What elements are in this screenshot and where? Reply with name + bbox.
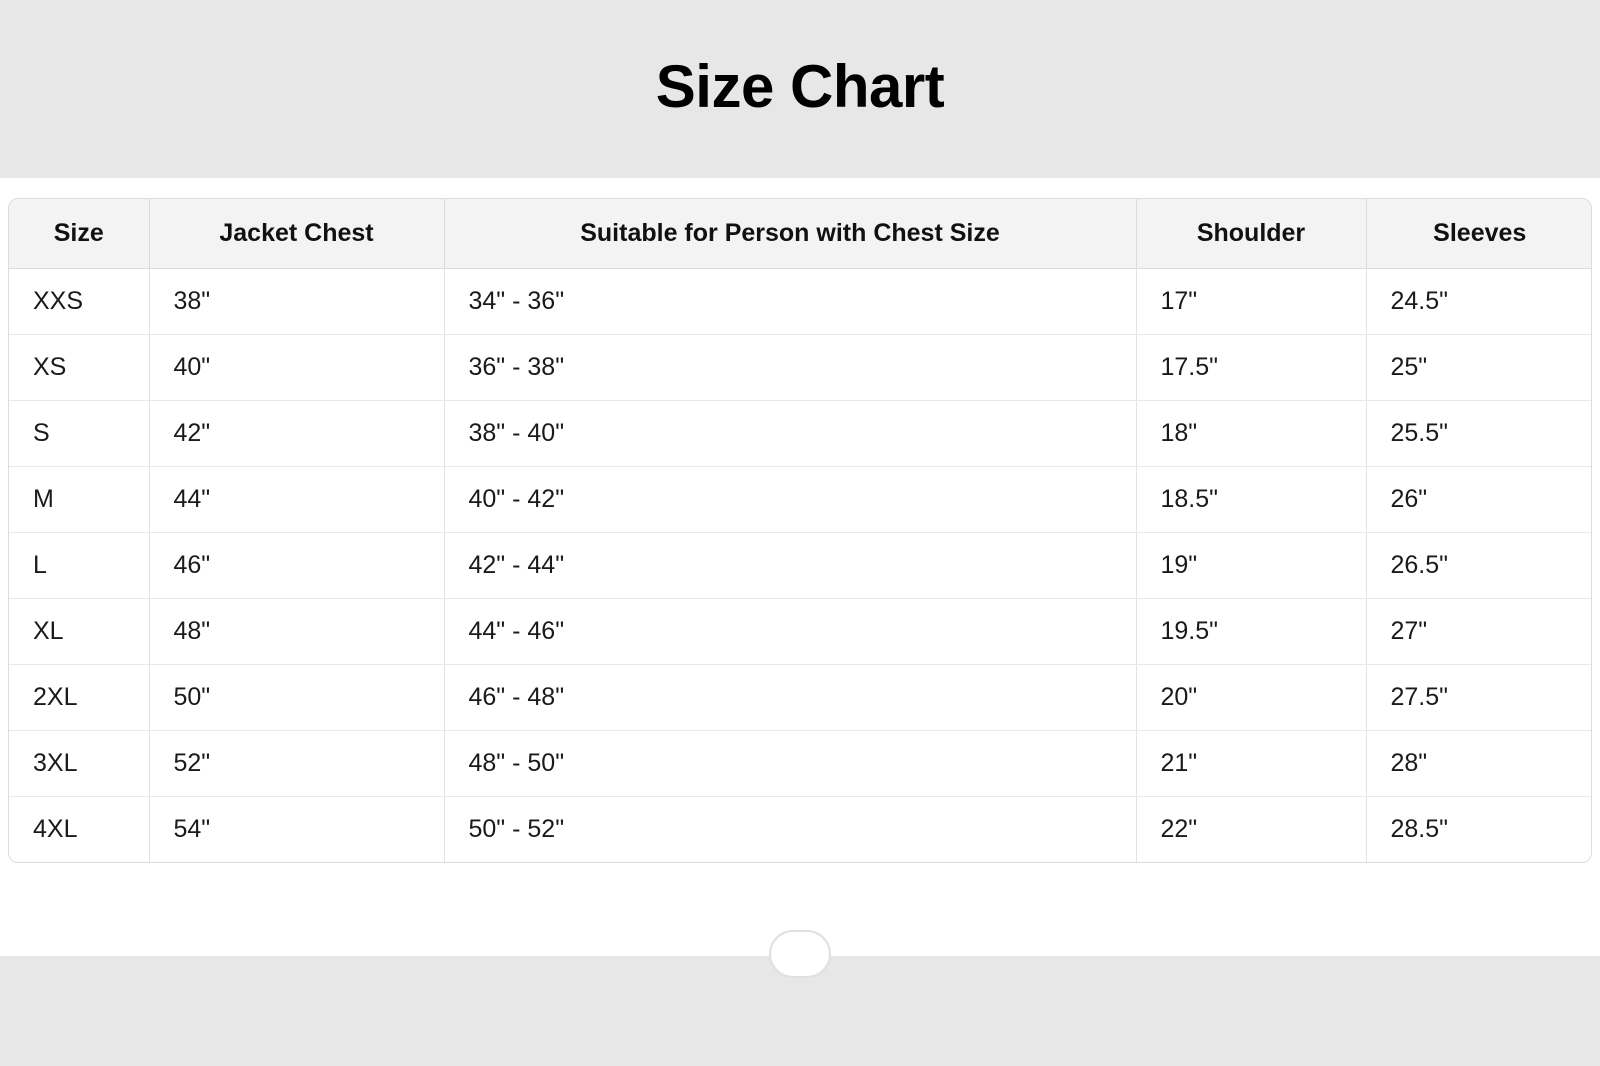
cell-sleeves: 24.5" bbox=[1366, 269, 1592, 335]
cell-size: S bbox=[9, 401, 149, 467]
cell-size: XL bbox=[9, 599, 149, 665]
header-band bbox=[0, 0, 1600, 178]
cell-sleeves: 27.5" bbox=[1366, 665, 1592, 731]
cell-jacket-chest: 52" bbox=[149, 731, 444, 797]
column-header-size: Size bbox=[9, 199, 149, 269]
cell-suitable-chest-size: 40" - 42" bbox=[444, 467, 1136, 533]
cell-jacket-chest: 44" bbox=[149, 467, 444, 533]
table-row bbox=[9, 401, 1592, 467]
cell-jacket-chest: 54" bbox=[149, 797, 444, 863]
cell-suitable-chest-size: 38" - 40" bbox=[444, 401, 1136, 467]
cell-suitable-chest-size: 34" - 36" bbox=[444, 269, 1136, 335]
cell-suitable-chest-size: 46" - 48" bbox=[444, 665, 1136, 731]
cell-shoulder: 18" bbox=[1136, 401, 1366, 467]
cell-jacket-chest: 38" bbox=[149, 269, 444, 335]
size-chart-table bbox=[9, 199, 1592, 862]
cell-size: 2XL bbox=[9, 665, 149, 731]
content-card bbox=[0, 178, 1600, 956]
table-row bbox=[9, 533, 1592, 599]
cell-jacket-chest: 46" bbox=[149, 533, 444, 599]
cell-size: M bbox=[9, 467, 149, 533]
column-header-shoulder: Shoulder bbox=[1136, 199, 1366, 269]
cell-suitable-chest-size: 42" - 44" bbox=[444, 533, 1136, 599]
cell-shoulder: 17.5" bbox=[1136, 335, 1366, 401]
cell-size: 3XL bbox=[9, 731, 149, 797]
cell-jacket-chest: 48" bbox=[149, 599, 444, 665]
table-row bbox=[9, 731, 1592, 797]
scroll-handle[interactable] bbox=[769, 930, 831, 978]
table-row bbox=[9, 269, 1592, 335]
cell-jacket-chest: 42" bbox=[149, 401, 444, 467]
table-row bbox=[9, 599, 1592, 665]
table-header bbox=[9, 199, 1592, 269]
column-header-jacket-chest: Jacket Chest bbox=[149, 199, 444, 269]
page-title: Size Chart bbox=[655, 52, 945, 120]
cell-jacket-chest: 40" bbox=[149, 335, 444, 401]
cell-shoulder: 19" bbox=[1136, 533, 1366, 599]
column-header-suitable-chest-size: Suitable for Person with Chest Size bbox=[444, 199, 1136, 269]
table-row bbox=[9, 665, 1592, 731]
cell-size: 4XL bbox=[9, 797, 149, 863]
table-body bbox=[9, 269, 1592, 863]
cell-shoulder: 21" bbox=[1136, 731, 1366, 797]
cell-suitable-chest-size: 50" - 52" bbox=[444, 797, 1136, 863]
table-header-row bbox=[9, 199, 1592, 269]
table-row bbox=[9, 335, 1592, 401]
cell-shoulder: 19.5" bbox=[1136, 599, 1366, 665]
cell-shoulder: 17" bbox=[1136, 269, 1366, 335]
cell-shoulder: 22" bbox=[1136, 797, 1366, 863]
cell-suitable-chest-size: 48" - 50" bbox=[444, 731, 1136, 797]
column-header-sleeves: Sleeves bbox=[1366, 199, 1592, 269]
cell-suitable-chest-size: 44" - 46" bbox=[444, 599, 1136, 665]
cell-sleeves: 28" bbox=[1366, 731, 1592, 797]
cell-size: XS bbox=[9, 335, 149, 401]
cell-sleeves: 25.5" bbox=[1366, 401, 1592, 467]
table-row bbox=[9, 467, 1592, 533]
cell-sleeves: 28.5" bbox=[1390, 815, 1449, 843]
cell-jacket-chest: 50" bbox=[149, 665, 444, 731]
cell-suitable-chest-size: 36" - 38" bbox=[444, 335, 1136, 401]
size-chart-table-wrapper bbox=[8, 198, 1592, 863]
cell-sleeves: 27" bbox=[1366, 599, 1592, 665]
cell-sleeves: 26.5" bbox=[1366, 533, 1592, 599]
table-row bbox=[9, 797, 1592, 863]
cell-sleeves: 25" bbox=[1366, 335, 1592, 401]
cell-shoulder: 20" bbox=[1136, 665, 1366, 731]
cell-sleeves: 26" bbox=[1366, 467, 1592, 533]
cell-size: XXS bbox=[9, 269, 149, 335]
cell-shoulder: 18.5" bbox=[1136, 467, 1366, 533]
cell-size: L bbox=[9, 533, 149, 599]
